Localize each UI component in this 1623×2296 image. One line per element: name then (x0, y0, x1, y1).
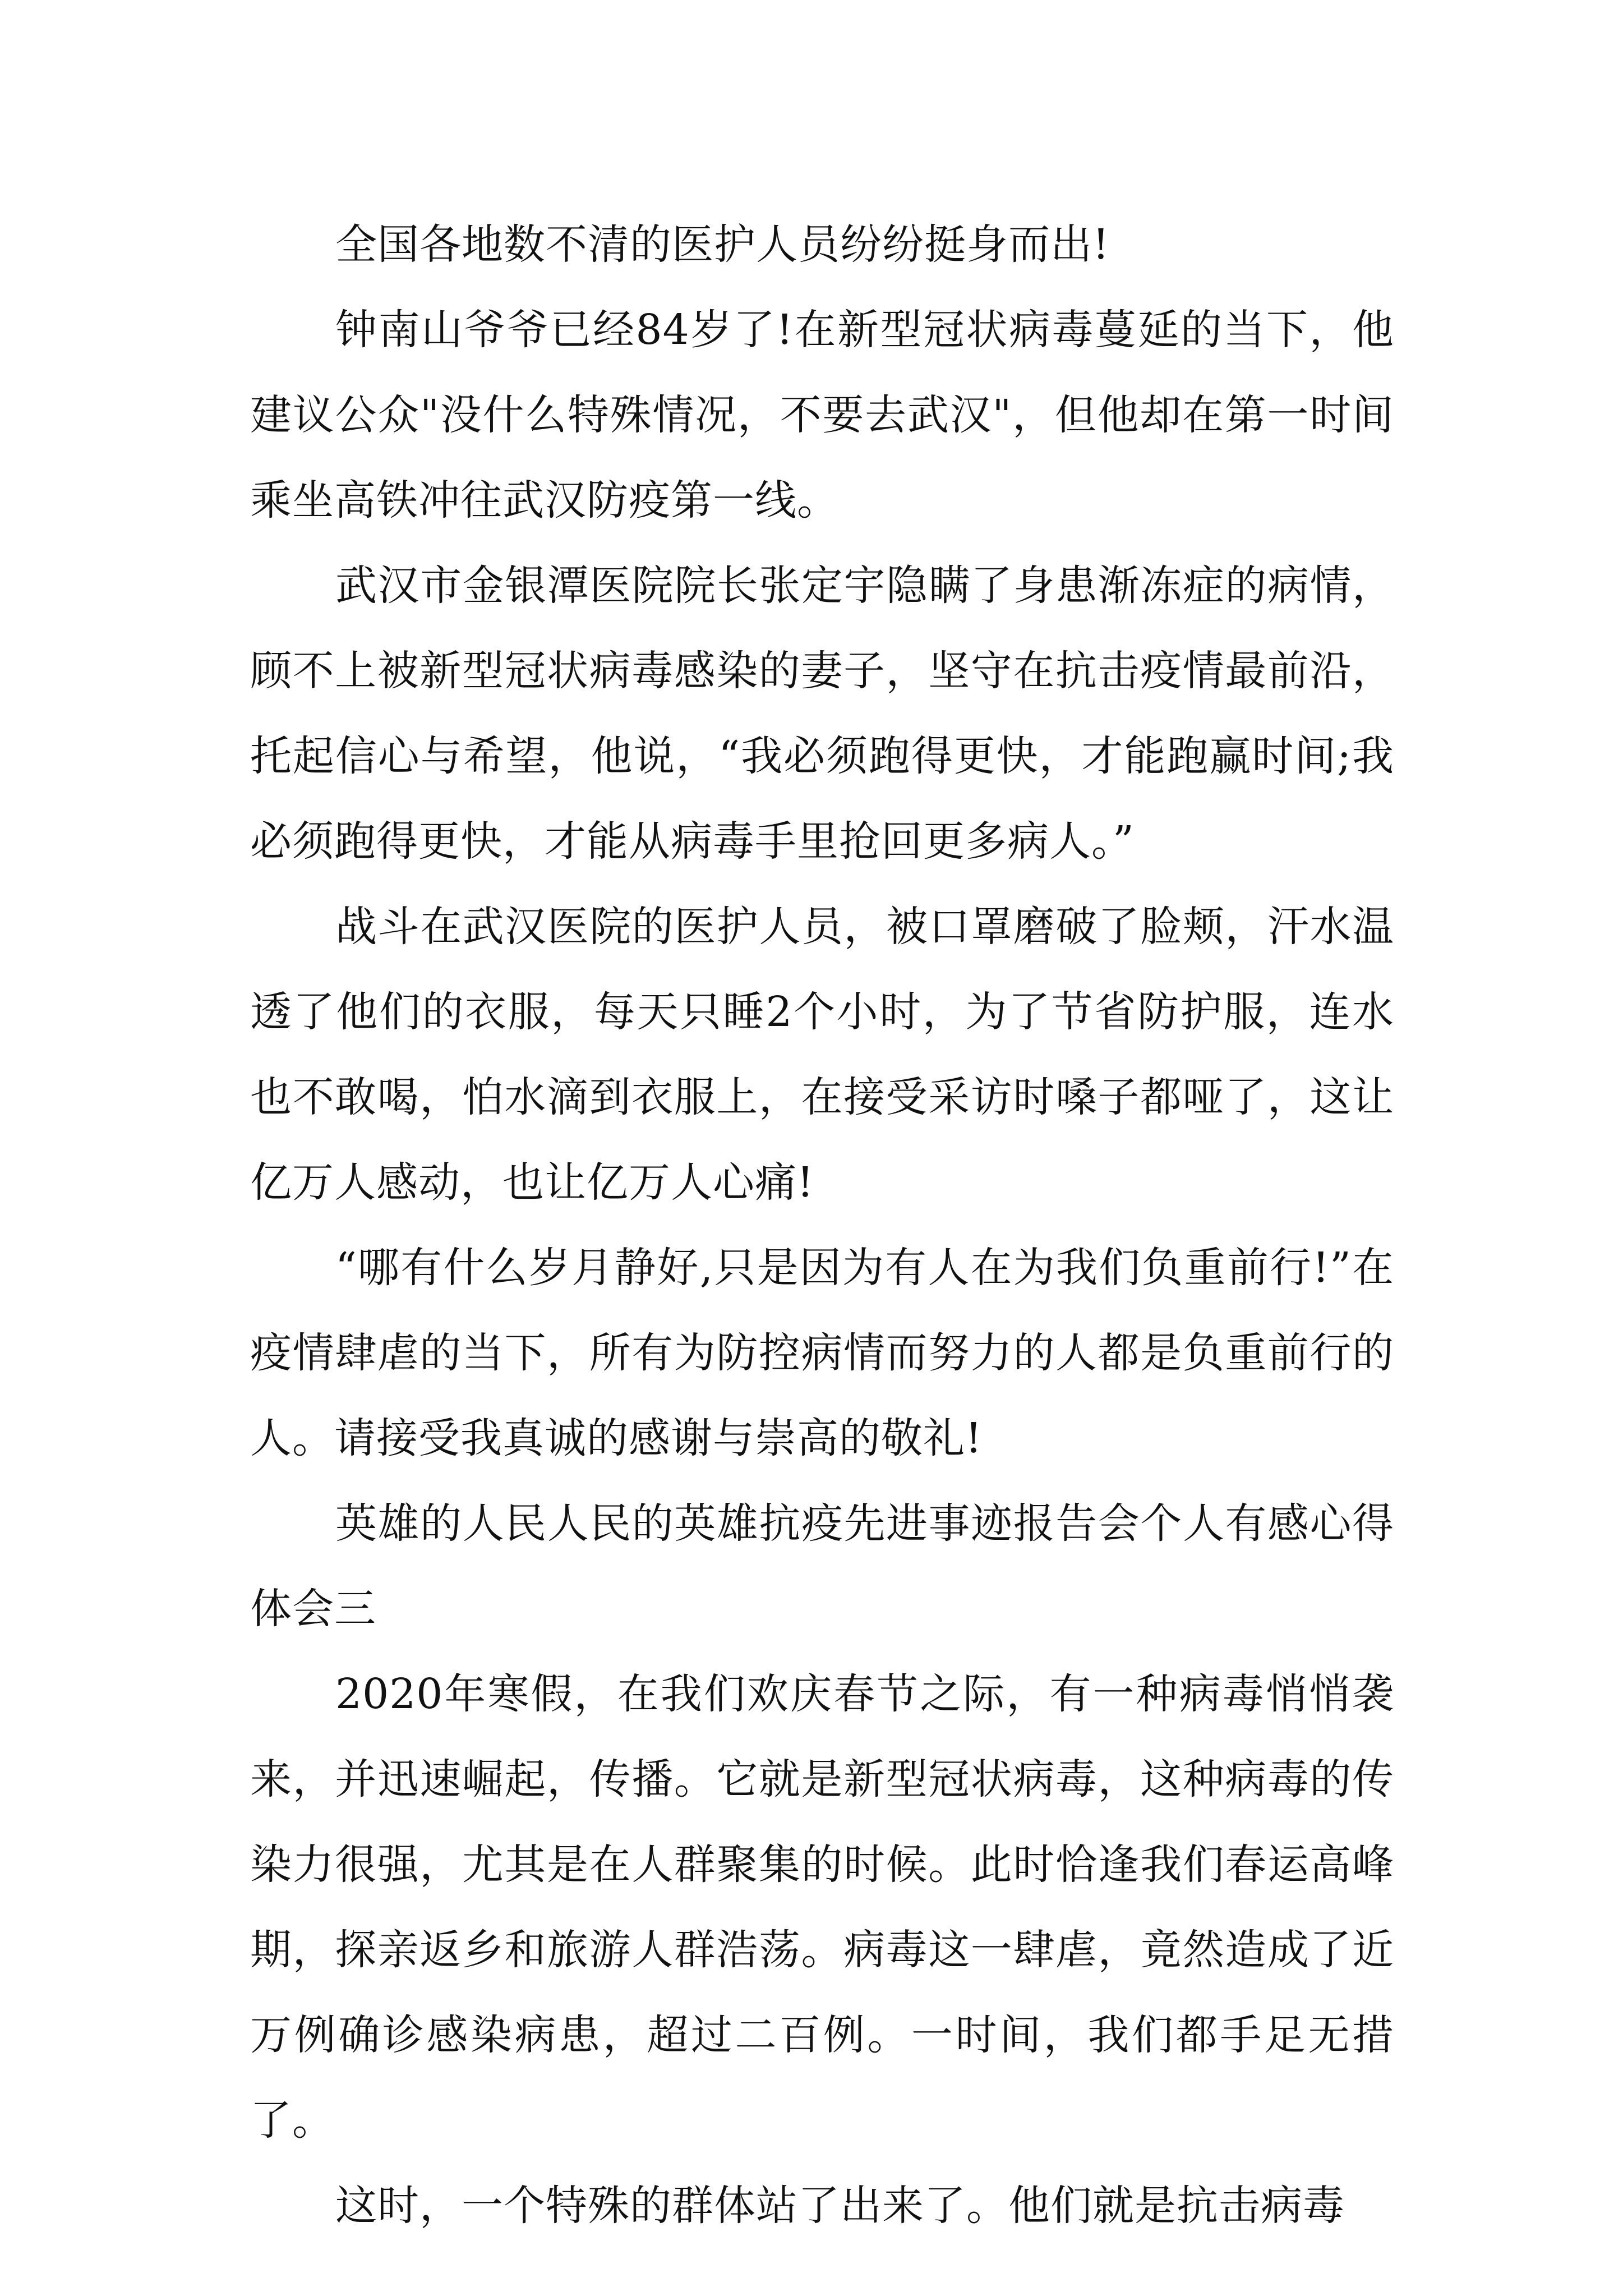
section-heading: 英雄的人民人民的英雄抗疫先进事迹报告会个人有感心得体会三 (250, 1499, 1394, 1633)
paragraph-zhang-dingyu: 武汉市金银潭医院院长张定宇隐瞒了身患渐冻症的病情，顾不上被新型冠状病毒感染的妻子，坚守在抗击疫情最前沿，托起信心与希望，他说，“我必须跑得更快，才能跑赢时间;我必须跑得更快，才能从病毒手里抢回更多病人。” (250, 562, 1394, 866)
paragraph-zhong-nanshan: 钟南山爷爷已经84岁了!在新型冠状病毒蔓延的当下，他建议公众"没什么特殊情况，不要去武汉"，但他却在第一时间乘坐高铁冲往武汉防疫第一线。 (250, 306, 1394, 524)
paragraph-winter-break: 2020年寒假，在我们欢庆春节之际，有一种病毒悄悄袭来，并迅速崛起，传播。它就是新型冠状病毒，这种病毒的传染力很强，尤其是在人群聚集的时候。此时恰逢我们春运高峰期，探亲返乡和旅游人群浩荡。病毒这一肆虐，竟然造成了近万例确诊感染病患，超过二百例。一时间，我们都手足无措了。 (250, 1670, 1394, 2145)
paragraph-wuhan-medical-staff: 战斗在武汉医院的医护人员，被口罩磨破了脸颊，汗水温透了他们的衣服，每天只睡2个小时，为了节省防护服，连水也不敢喝，怕水滴到衣服上，在接受采访时嗓子都哑了，这让亿万人感动，也让亿万人心痛! (250, 903, 1394, 1207)
paragraph-special-group: 这时，一个特殊的群体站了出来了。他们就是抗击病毒 (335, 2182, 1345, 2230)
document-body (250, 202, 1394, 2248)
paragraph-medical-staff: 全国各地数不清的医护人员纷纷挺身而出! (335, 220, 1110, 269)
paragraph-burden-quote: “哪有什么岁月静好,只是因为有人在为我们负重前行!”在疫情肆虐的当下，所有为防控病情而努力的人都是负重前行的人。请接受我真诚的感谢与崇高的敬礼! (250, 1244, 1394, 1462)
